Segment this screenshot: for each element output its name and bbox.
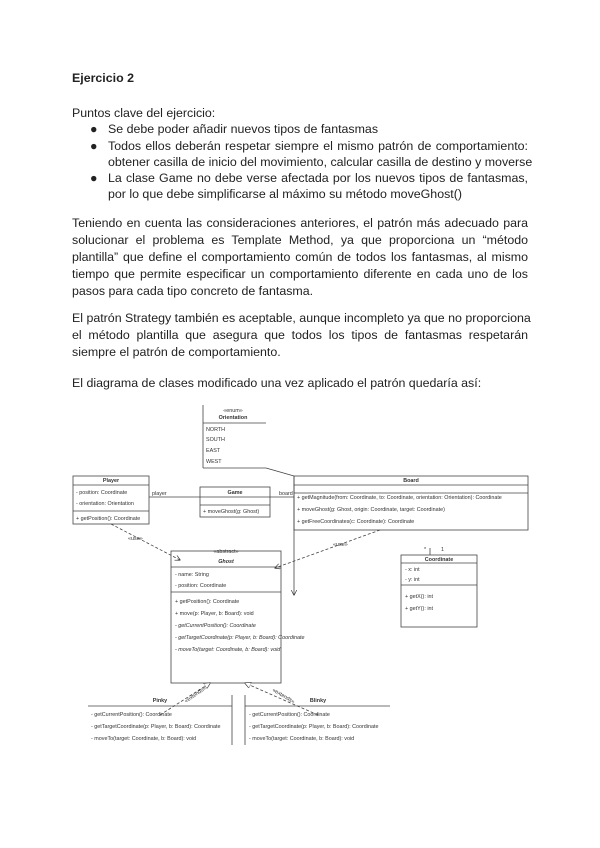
paragraph-1-line: solucionar el problema es Template Method, ya que proporciona un “método (72, 233, 528, 247)
paragraph-3: El diagrama de clases modificado una vez aplicado el patrón quedaría así: (72, 376, 482, 390)
ghost-attribute: - position: Coordinate (175, 583, 227, 589)
player-role-label: player (152, 491, 167, 497)
exercise-heading: Ejercicio 2 (72, 71, 134, 85)
pinky-name: Pinky (152, 698, 168, 704)
paragraph-2-line: El patrón Strategy también es aceptable, aunque incompleto ya que no proporciona (72, 311, 531, 325)
orientation-literal: EAST (206, 448, 221, 454)
use-label: «use» (128, 536, 143, 542)
ghost-stereotype: «abstract» (213, 549, 239, 555)
paragraph-1-line: tiempo que permite especificar un comportamiento diferente en cada uno de los (72, 267, 528, 281)
ghost-method: + getPosition(): Coordinate (175, 599, 240, 605)
blinky-method: - moveTo(target: Coordinate, b: Board): void (249, 736, 355, 742)
player-attribute: - position: Coordinate (76, 490, 128, 496)
bullet-dot: ● (90, 171, 98, 185)
coordinate-name: Coordinate (424, 557, 454, 563)
player-attribute: - orientation: Orientation (76, 501, 134, 507)
board-method: + getMagnitude(from: Coordinate, to: Coordinate, orientation: Orientation): Coordinate (297, 495, 502, 501)
coordinate-attribute: - y: int (405, 577, 420, 583)
orientation-literal: SOUTH (206, 437, 225, 443)
ghost-method: - getTargetCoordinate(p: Player, b: Board): Coordinate (175, 635, 305, 641)
player-name: Player (102, 478, 120, 484)
diagram-shapes (73, 405, 528, 745)
board-use-dependency (275, 530, 380, 568)
blinky-name: Blinky (309, 698, 327, 704)
pinky-method: - getTargetCoordinate(p: Player, b: Board): Coordinate (91, 724, 221, 730)
paragraph-1-line: pasos para cada tipo concreto de fantasma. (72, 284, 314, 298)
player-method: + getPosition(): Coordinate (76, 516, 141, 522)
use-label: «use» (333, 542, 348, 548)
paragraph-1-line: plantilla” que define el comportamiento común de todos los fantasmas, al mismo (72, 250, 528, 264)
extends-label: «extends» (183, 685, 208, 705)
paragraph-1-line: Teniendo en cuenta las consideraciones anteriores, el patrón más adecuado para (72, 216, 528, 230)
ghost-class (171, 551, 281, 683)
blinky-method: - getCurrentPosition(): Coordinate (249, 712, 330, 718)
board-name: Board (403, 478, 419, 484)
diagram-text (76, 408, 502, 742)
paragraph-2-line: siempre el patrón de comportamiento. (72, 345, 281, 359)
board-method: + getFreeCoordinates(c: Coordinate): Coordinate (297, 519, 415, 525)
board-role-label: board (279, 491, 293, 497)
bullet-dot: ● (90, 139, 98, 153)
coordinate-class (401, 555, 477, 627)
orientation-literal: NORTH (206, 427, 226, 433)
ghost-method: + move(p: Player, b: Board): void (175, 611, 254, 617)
bullet-1-line-1: Se debe poder añadir nuevos tipos de fantasmas (108, 122, 379, 136)
pinky-method: - moveTo(target: Coordinate, b: Board): void (91, 736, 197, 742)
player-use-dependency (111, 524, 180, 560)
coordinate-attribute: - x: int (405, 567, 420, 573)
bullet-3-line-2: por lo que debe simplificarse al máximo su método moveGhost() (108, 187, 462, 201)
paragraph-2-line: el método plantilla que asegura que todos los tipos de fantasmas respetarán (72, 328, 528, 342)
orientation-board-link (266, 468, 294, 476)
ghost-method: - getCurrentPosition(): Coordinate (175, 623, 256, 629)
multiplicity-label: 1 (441, 547, 444, 553)
bullet-2-line-1: Todos ellos deberán respetar siempre el mismo patrón de comportamiento: (108, 139, 528, 153)
coordinate-method: + getY(): int (405, 606, 434, 612)
coordinate-method: + getX(): int (405, 594, 434, 600)
bullet-dot: ● (90, 122, 98, 136)
orientation-name: Orientation (218, 415, 248, 421)
game-name: Game (227, 490, 243, 496)
bullet-3-line-1: La clase Game no debe verse afectada por los nuevos tipos de fantasmas, (108, 171, 528, 185)
ghost-name: Ghost (218, 559, 234, 565)
intro-line: Puntos clave del ejercicio: (72, 106, 216, 120)
pinky-method: - getCurrentPosition(): Coordinate (91, 712, 172, 718)
board-method: + moveGhost(g: Ghost, origin: Coordinate, target: Coordinate) (297, 507, 445, 513)
blinky-method: - getTargetCoordinate(p: Player, b: Board): Coordinate (249, 724, 379, 730)
extends-label: «extends» (271, 687, 296, 706)
orientation-literal: WEST (206, 459, 222, 465)
ghost-attribute: - name: String (175, 572, 209, 578)
ghost-method: - moveTo(target: Coordinate, b: Board): void (175, 647, 281, 653)
multiplicity-label: * (424, 547, 427, 553)
game-method: + moveGhost(g: Ghost) (203, 509, 260, 515)
orientation-stereotype: «enum» (223, 408, 243, 414)
bullet-2-line-2: obtener casilla de inicio del movimiento, calcular casilla de destino y moverse (108, 155, 533, 169)
blinky-extends-ghost (245, 683, 318, 715)
